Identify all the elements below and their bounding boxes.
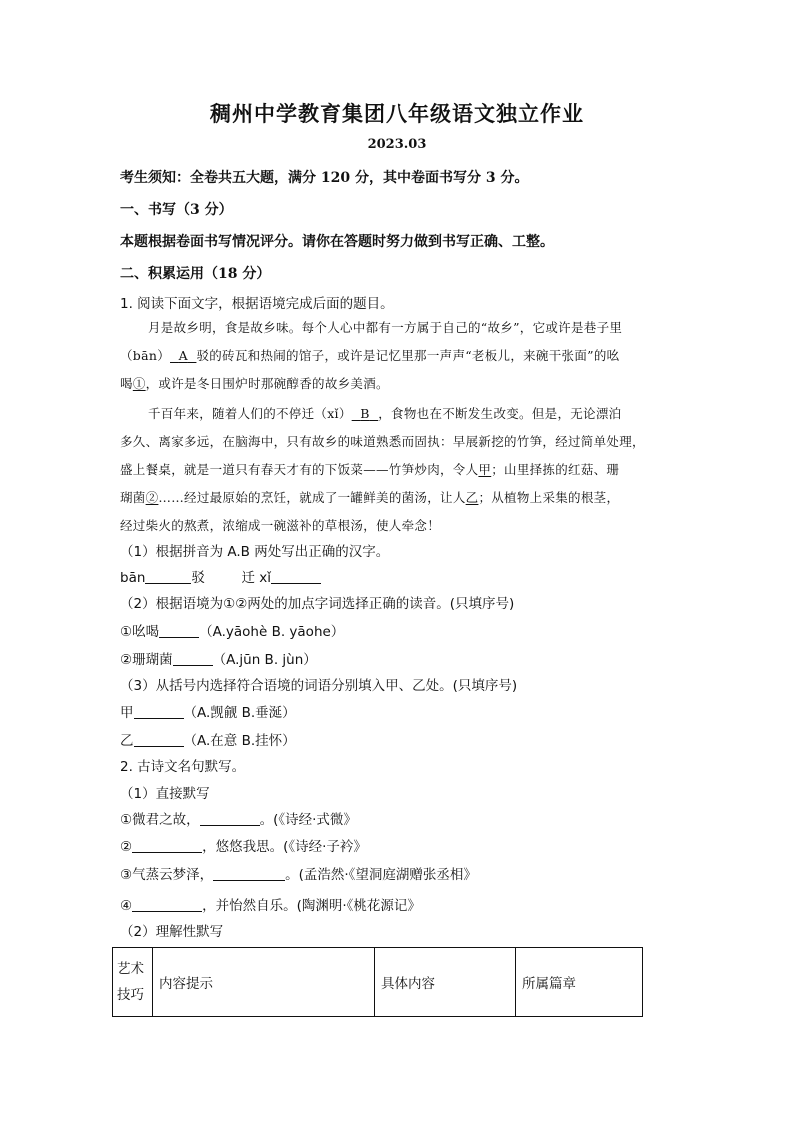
recitation-prefix: ①微君之故，: [120, 812, 200, 828]
char-a: 驳: [191, 570, 205, 586]
item-label: ②珊瑚菌: [120, 652, 173, 668]
passage-line: 多久、离家多远，在脑海中，只有故乡的味道熟悉而固执：早展新挖的竹笋，经过简单处理，: [120, 434, 645, 449]
item-label: 甲: [120, 705, 134, 721]
char-b: 迁: [241, 570, 255, 586]
passage-text: ，食物也在不断发生改变。但是，无论漂泊: [378, 406, 622, 421]
section-2-heading: 二、积累运用（18 分）: [120, 266, 271, 282]
blank-a: [170, 348, 196, 363]
passage-line: 经过柴火的熬煮，浓缩成一碗滋补的草根汤，使人牵念！: [120, 518, 441, 533]
passage-line: [120, 460, 619, 478]
item-options: （A.在意 B.挂怀）: [183, 733, 296, 749]
answer-blank-b[interactable]: [271, 569, 321, 584]
recitation-suffix: ，悠悠我思。(《诗经·子衿》: [202, 839, 367, 855]
recitation-item: [120, 894, 421, 914]
passage-line: [120, 346, 619, 364]
document-date: 2023.03: [367, 137, 427, 152]
mark-yi: 乙: [465, 490, 479, 505]
passage-text: 盛上餐桌，就是一道只有春天才有的下饭菜——竹笋炒肉，令人: [120, 462, 479, 477]
subquestion-3-item: [120, 701, 296, 721]
subquestion-2-item: [120, 620, 344, 640]
comprehension-table: [112, 947, 643, 1017]
passage-text: ；从植物上采集的根茎，: [478, 490, 620, 505]
answer-blank[interactable]: [132, 897, 202, 912]
question-2-prompt: 2. 古诗文名句默写。: [120, 759, 246, 775]
answer-blank[interactable]: [173, 651, 213, 666]
recitation-item: [120, 808, 357, 828]
item-options: （A.觊觎 B.垂涎）: [183, 705, 296, 721]
passage-text: ，或许是冬日围炉时那碗醇香的故乡美酒。: [145, 376, 389, 391]
subquestion-1-answers: [120, 566, 321, 586]
question-2-sub2: （2）理解性默写: [120, 924, 224, 940]
mark-2: ②: [145, 490, 159, 505]
answer-blank[interactable]: [200, 811, 260, 826]
subquestion-3-item: [120, 729, 296, 749]
section-1-text: 本题根据卷面书写情况评分。请你在答题时努力做到书写正确、工整。: [120, 234, 554, 250]
passage-text: （bān）: [120, 348, 171, 363]
document-title: 稠州中学教育集团八年级语文独立作业: [210, 101, 584, 126]
pinyin-b: xǐ: [259, 570, 272, 586]
table-header-cell: 具体内容: [375, 948, 516, 1017]
blank-a-mark: A: [178, 348, 188, 363]
subquestion-3-prompt: （3）从括号内选择符合语境的词语分别填入甲、乙处。(只填序号): [120, 678, 518, 694]
answer-blank[interactable]: [134, 704, 184, 719]
answer-blank-a[interactable]: [145, 569, 191, 584]
answer-blank[interactable]: [134, 732, 184, 747]
subquestion-2-item: [120, 648, 317, 668]
passage-line: [120, 374, 389, 392]
answer-blank[interactable]: [132, 838, 202, 853]
recitation-prefix: ②: [120, 839, 133, 855]
recitation-suffix: ，并怡然自乐。(陶渊明·《桃花源记》: [202, 898, 421, 914]
mark-jia: 甲: [478, 462, 492, 477]
passage-text: 瑚菌: [120, 490, 146, 505]
passage-text: 千百年来，随着人们的不停迁（xǐ）: [148, 406, 352, 421]
passage-line: [120, 488, 619, 506]
passage-text: 喝: [120, 376, 133, 391]
passage-line: 月是故乡明，食是故乡味。每个人心中都有一方属于自己的“故乡”，它或许是巷子里: [148, 320, 623, 335]
passage-line: [148, 404, 621, 422]
answer-blank[interactable]: [159, 623, 199, 638]
table-header-row: [113, 948, 643, 1017]
item-options: （A.yāohè B. yāohe）: [199, 624, 345, 640]
exam-notice: 考生须知：全卷共五大题，满分 120 分，其中卷面书写分 3 分。: [120, 170, 529, 186]
table-header-cell: 艺术技巧: [113, 948, 153, 1017]
item-label: ①吆喝: [120, 624, 160, 640]
table-header-cell: 所属篇章: [516, 948, 643, 1017]
recitation-prefix: ④: [120, 898, 133, 914]
table-header-cell: 内容提示: [153, 948, 375, 1017]
subquestion-2-prompt: （2）根据语境为①②两处的加点字词选择正确的读音。(只填序号): [120, 596, 515, 612]
passage-text: ……经过最原始的烹饪，就成了一罐鲜美的菌汤，让人: [158, 490, 466, 505]
passage-text: 驳的砖瓦和热闹的馆子，或许是记忆里那一声声“老板儿，来碗干张面”的吆: [196, 348, 620, 363]
section-1-heading: 一、书写（3 分）: [120, 202, 233, 218]
question-2-sub1: （1）直接默写: [120, 786, 210, 802]
question-1-prompt: 1. 阅读下面文字，根据语境完成后面的题目。: [120, 296, 394, 312]
mark-1: ①: [132, 376, 146, 391]
pinyin-a: bān: [120, 570, 146, 586]
recitation-suffix: 。(《诗经·式微》: [259, 812, 357, 828]
recitation-item: [120, 835, 367, 855]
blank-b: [352, 406, 379, 421]
recitation-prefix: ③气蒸云梦泽，: [120, 867, 214, 883]
answer-blank[interactable]: [213, 866, 285, 881]
recitation-suffix: 。(孟浩然·《望洞庭湖赠张丞相》: [285, 867, 477, 883]
item-label: 乙: [120, 733, 134, 749]
item-options: （A.jūn B. jùn）: [212, 652, 317, 668]
recitation-item: [120, 863, 477, 883]
passage-text: ；山里择拣的红菇、珊: [491, 462, 620, 477]
subquestion-1-prompt: （1）根据拼音为 A.B 两处写出正确的汉字。: [120, 544, 390, 560]
blank-b-mark: B: [360, 406, 370, 421]
